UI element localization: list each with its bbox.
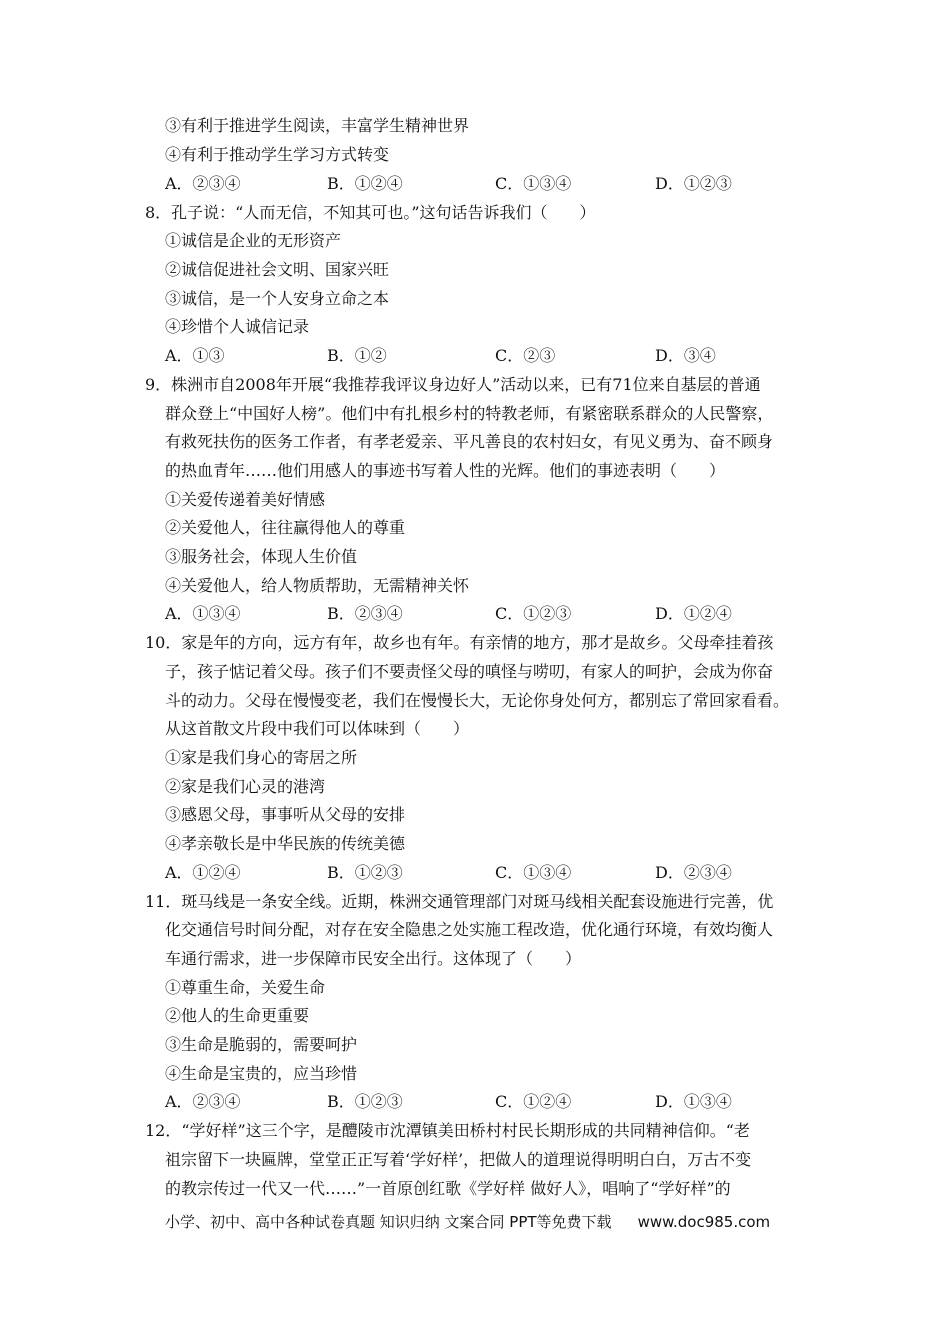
q8-item-4: ④珍惜个人诚信记录 (165, 317, 310, 336)
q9-choice-b[interactable]: B．②③④ (327, 604, 403, 623)
q7-option-3: ③有利于推进学生阅读，丰富学生精神世界 (165, 116, 470, 135)
q11-choice-d[interactable]: D．①③④ (655, 1092, 732, 1111)
q10-item-2: ②家是我们心灵的港湾 (165, 777, 326, 796)
q10-item-3: ③感恩父母，事事听从父母的安排 (165, 805, 406, 824)
q8-choice-d[interactable]: D．③④ (655, 346, 716, 365)
q11-choice-b[interactable]: B．①②③ (327, 1092, 403, 1111)
q11-item-2: ②他人的生命更重要 (165, 1006, 310, 1025)
q11-item-1: ①尊重生命，关爱生命 (165, 978, 326, 997)
q9-answer-choices (165, 604, 815, 624)
q12-stem-line-3: 的教宗传过一代又一代……”一首原创红歌《学好样 做好人》，唱响了“学好样”的 (165, 1179, 731, 1198)
q10-stem-line-3: 斗的动力。父母在慢慢变老，我们在慢慢长大，无论你身处何方，都别忘了常回家看看。 (165, 691, 790, 710)
q9-item-3: ③服务社会，体现人生价值 (165, 547, 358, 566)
q8-item-3: ③诚信，是一个人安身立命之本 (165, 289, 390, 308)
q10-choice-c[interactable]: C．①③④ (495, 863, 572, 882)
q8-choice-c[interactable]: C．②③ (495, 346, 556, 365)
q12-stem-line-2: 祖宗留下一块匾牌，堂堂正正写着‘学好样’，把做人的道理说得明明白白，万古不变 (165, 1150, 752, 1169)
q10-item-1: ①家是我们身心的寄居之所 (165, 748, 358, 767)
footer-url-link[interactable]: www.doc985.com (637, 1213, 771, 1231)
q9-item-4: ④关爱他人，给人物质帮助，无需精神关怀 (165, 576, 470, 595)
footer-text: 小学、初中、高中各种试卷真题 知识归纳 文案合同 PPT等免费下载 (165, 1213, 612, 1231)
q11-item-4: ④生命是宝贵的，应当珍惜 (165, 1064, 358, 1083)
q10-stem-line-2: 子，孩子惦记着父母。孩子们不要责怪父母的嗔怪与唠叨，有家人的呵护，会成为你奋 (165, 662, 774, 681)
q9-item-2: ②关爱他人，往往赢得他人的尊重 (165, 518, 406, 537)
q9-stem-line-2: 群众登上“中国好人榜”。他们中有扎根乡村的特教老师，有紧密联系群众的人民警察， (165, 404, 774, 423)
q11-stem-line-1: 11．斑马线是一条安全线。近期，株洲交通管理部门对斑马线相关配套设施进行完善，优 (145, 892, 774, 911)
q10-item-4: ④孝亲敬长是中华民族的传统美德 (165, 834, 406, 853)
q9-stem-line-4: 的热血青年……他们用感人的事迹书写着人性的光辉。他们的事迹表明（ ） (165, 461, 726, 480)
q11-choice-a[interactable]: A．②③④ (165, 1092, 241, 1111)
q9-choice-a[interactable]: A．①③④ (165, 604, 241, 623)
q7-choice-b[interactable]: B．①②④ (327, 174, 403, 193)
q11-stem-line-3: 车通行需求，进一步保障市民安全出行。这体现了（ ） (165, 949, 582, 968)
page-footer (165, 1212, 770, 1232)
q11-stem-line-2: 化交通信号时间分配，对存在安全隐患之处实施工程改造，优化通行环境，有效均衡人 (165, 920, 774, 939)
q11-item-3: ③生命是脆弱的，需要呵护 (165, 1035, 358, 1054)
q8-stem: 8．孔子说：“人而无信，不知其可也。”这句话告诉我们（ ） (145, 203, 596, 222)
q7-option-4: ④有利于推动学生学习方式转变 (165, 145, 390, 164)
q7-answer-choices (165, 174, 815, 194)
q10-choice-a[interactable]: A．①②④ (165, 863, 241, 882)
q7-choice-c[interactable]: C．①③④ (495, 174, 572, 193)
q9-item-1: ①关爱传递着美好情感 (165, 490, 326, 509)
q9-choice-d[interactable]: D．①②④ (655, 604, 732, 623)
q8-choice-b[interactable]: B．①② (327, 346, 387, 365)
q9-stem-line-3: 有救死扶伤的医务工作者，有孝老爱亲、平凡善良的农村妇女，有见义勇为、奋不顾身 (165, 432, 774, 451)
q10-stem-line-4: 从这首散文片段中我们可以体味到（ ） (165, 719, 470, 738)
q8-item-1: ①诚信是企业的无形资产 (165, 231, 342, 250)
q10-stem-line-1: 10．家是年的方向，远方有年，故乡也有年。有亲情的地方，那才是故乡。父母牵挂着孩 (145, 633, 774, 652)
q11-answer-choices (165, 1092, 815, 1112)
q10-choice-d[interactable]: D．②③④ (655, 863, 732, 882)
q8-choice-a[interactable]: A．①③ (165, 346, 225, 365)
q11-choice-c[interactable]: C．①②④ (495, 1092, 572, 1111)
q8-item-2: ②诚信促进社会文明、国家兴旺 (165, 260, 390, 279)
q8-answer-choices (165, 346, 815, 366)
q10-answer-choices (165, 863, 815, 883)
q9-stem-line-1: 9．株洲市自2008年开展“我推荐我评议身边好人”活动以来，已有71位来自基层的普通 (145, 375, 761, 394)
q12-stem-line-1: 12．“学好样”这三个字，是醴陵市沈潭镇美田桥村村民长期形成的共同精神信仰。“老 (145, 1121, 750, 1140)
q7-choice-a[interactable]: A．②③④ (165, 174, 241, 193)
q10-choice-b[interactable]: B．①②③ (327, 863, 403, 882)
q9-choice-c[interactable]: C．①②③ (495, 604, 572, 623)
q7-choice-d[interactable]: D．①②③ (655, 174, 732, 193)
